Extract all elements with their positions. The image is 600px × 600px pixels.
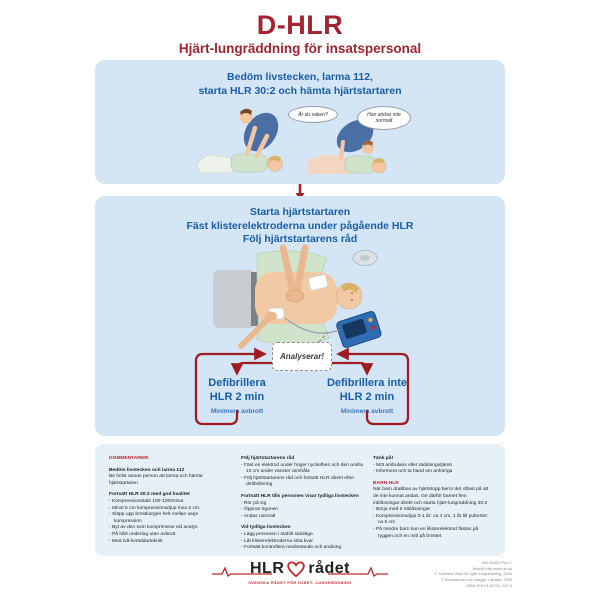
comment-section-title: Fortsätt HLR tills personen visar tydliga livstecken <box>241 494 359 500</box>
fineprint-line: Beställ från www.hlr.nu <box>472 565 512 571</box>
no-defibrillate-line2: HLR 2 min <box>339 390 395 403</box>
defibrillate-line2: HLR 2 min <box>209 390 265 403</box>
comment-section <box>109 456 227 463</box>
comment-section-body: Be helst annan person att larma och hämta hjärtstartaren <box>109 474 203 486</box>
logo-subtitle: SVENSKA RÅDET FÖR HJÄRT- LUNGRÄDDNING <box>248 581 352 585</box>
comment-section-title: Tänk på! <box>373 456 394 461</box>
comment-section-title: Följ hjärtstartarens råd <box>241 456 295 461</box>
hlr-radet-logo <box>230 558 370 592</box>
comment-bullet: - Lägg personen i stabilt sidoläge <box>241 532 363 539</box>
fineprint-line: ISBN 978-91-82761-147-5 <box>466 582 512 588</box>
comment-bullet: - Börja med 5 inblåsningar <box>373 507 491 514</box>
page-subtitle: Hjärt-lungräddning för insatspersonal <box>178 41 422 56</box>
comment-bullet: - Låt klisterelektroderna sitta kvar <box>241 539 363 546</box>
fineprint-line: 490-30502 Rev C <box>481 560 512 565</box>
fineprint-line: © Illustrationer och design, Laerdal, 2016 <box>441 576 512 582</box>
comment-section <box>241 494 363 520</box>
comment-bullet: - Kompressionsdjup 0-1 år: ca 4 cm, 1 år till pubertet: ca 5 cm <box>373 514 491 527</box>
comment-section <box>241 525 363 551</box>
comment-bullet: - På hårt underlag utan avbrott <box>109 532 227 539</box>
step2-heading-line2: Fäst klisterelektroderna under pågående HLR <box>186 219 414 232</box>
comment-bullet: - Släpp upp bröstkorgen helt mellan varje kompression <box>109 512 227 525</box>
scene-check-awake <box>197 106 285 173</box>
comment-bullet: - Andas normalt <box>241 514 363 521</box>
comment-section <box>241 456 363 489</box>
no-defibrillate-note: Minimera avbrott <box>340 407 394 415</box>
comment-bullet: - Öppnar ögonen <box>241 507 363 514</box>
defibrillate-line1: Defibrillera <box>208 377 266 389</box>
page-title: D-HLR <box>256 10 344 40</box>
comment-section <box>373 456 491 476</box>
comment-bullet: - Följ hjärtstartarens råd och fortsätt HLR direkt efter defibrillering <box>241 476 363 489</box>
comment-section-title: Vid tydliga livstecken <box>241 525 291 531</box>
comment-bullet: - Minst 5 cm kompressionsdjup max 6 cm. <box>109 506 227 513</box>
ekg-line-icon <box>212 564 388 578</box>
speech-bubble-breathing: Han andas inte normalt <box>357 106 411 130</box>
step2-heading-line3: Följ hjärtstartarens råd <box>242 233 358 246</box>
step2-heading-line1: Starta hjärtstartaren <box>249 206 351 218</box>
no-defibrillate-line1: Defibrillera inte <box>326 377 408 389</box>
logo-text-radet: rådet <box>308 560 350 577</box>
analyze-status-bubble: Analyserar! <box>272 342 332 371</box>
comment-bullet: - Informera och ta hand om anhöriga <box>373 469 491 476</box>
comments-column-1 <box>109 456 227 550</box>
comment-bullet: - Kompressionstakt 100-120/minut <box>109 499 227 506</box>
comment-bullet: - Möt ambulans eller räddningstjänst <box>373 463 491 470</box>
step1-heading <box>95 60 505 98</box>
comment-bullet: - Med två-livräddarteknik <box>109 539 227 546</box>
comment-section-body: När barn drabbas av hjärtstopp beror det oftast på att de inte kunnat andas. Ge därför barnet fem inblåsningar direkt och starta hjärt-lungräddning 30:2 <box>373 487 489 506</box>
comment-section-title: Fortsätt HLR 30:2 med god kvalitet <box>109 492 190 498</box>
comments-column-3 <box>373 456 491 545</box>
fineprint-line: © Svenska rådet för hjärt-lungräddning, 2016 <box>434 571 512 577</box>
comment-section-title: Bedöm livstecken och larma 112 <box>109 467 185 473</box>
comments-box <box>95 444 505 556</box>
logo-text-hlr: HLR <box>249 560 285 577</box>
comment-bullet: - På mindre barn kan en klisterelektrod fästas på ryggen och en mitt på bröstet <box>373 527 491 540</box>
comment-section-title: KOMMENTARER: <box>109 456 150 461</box>
comment-section <box>109 492 227 545</box>
step2-heading <box>95 196 505 247</box>
comments-column-2 <box>241 456 363 557</box>
comment-section-title: BARN-HLR <box>373 480 399 486</box>
step1-heading-line2: starta HLR 30:2 och hämta hjärtstartaren <box>198 84 402 97</box>
speech-bubble-awake: Är du vaken? <box>288 106 338 123</box>
comment-bullet: - Fortsätt kontrollera medvetande och andning <box>241 545 363 552</box>
step1-heading-line1: Bedöm livstecken, larma 112, <box>227 71 373 83</box>
comment-bullet: - Byt av den som komprimerar vid analys <box>109 525 227 532</box>
comment-bullet: - Rör på sig <box>241 501 363 508</box>
comment-section <box>109 468 227 488</box>
comment-bullet: - Fäst en elektrod under höger nyckelben och den andra 10 cm under vänster armhåla <box>241 463 363 476</box>
defibrillate-note: Minimera avbrott <box>210 407 264 415</box>
comment-section <box>373 481 491 540</box>
